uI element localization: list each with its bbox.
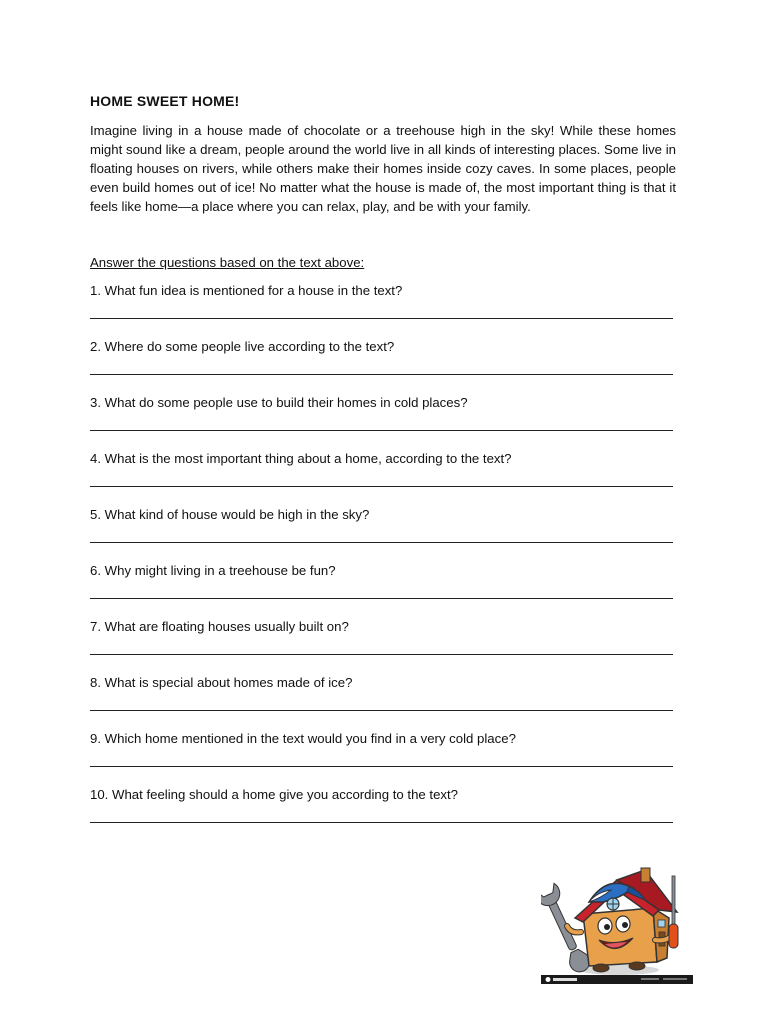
question-item: [90, 280, 676, 336]
question-item: [90, 504, 676, 560]
question-item: [90, 728, 676, 784]
answer-line[interactable]: [90, 822, 673, 823]
question-item: [90, 336, 676, 392]
question-text: 1. What fun idea is mentioned for a house in the text?: [90, 283, 403, 298]
answer-line[interactable]: [90, 318, 673, 319]
question-item: [90, 616, 676, 672]
answer-line[interactable]: [90, 430, 673, 431]
answer-line[interactable]: [90, 710, 673, 711]
reading-passage: Imagine living in a house made of chocolate or a treehouse high in the sky! While these homes might sound like a dream, people around the world live in all kinds of interesting places. Some live in floating houses on rivers, while others make their homes inside cozy caves. In some places, people even build homes out of ice! No matter what the house is made of, the most important thing is that it feels like home—a place where you can relax, play, and be with your family.: [90, 123, 676, 214]
question-text: 5. What kind of house would be high in the sky?: [90, 507, 370, 522]
question-item: [90, 560, 676, 616]
question-text: 4. What is the most important thing about a home, according to the text?: [90, 451, 512, 466]
answer-line[interactable]: [90, 542, 673, 543]
question-text: 8. What is special about homes made of ice?: [90, 675, 353, 690]
question-item: [90, 784, 676, 840]
question-text: 7. What are floating houses usually built on?: [90, 619, 349, 634]
question-item: [90, 392, 676, 448]
question-text: 6. Why might living in a treehouse be fun?: [90, 563, 336, 578]
worksheet: [90, 92, 676, 840]
question-item: [90, 448, 676, 504]
question-item: [90, 672, 676, 728]
answer-line[interactable]: [90, 598, 673, 599]
answer-line[interactable]: [90, 766, 673, 767]
question-text: 9. Which home mentioned in the text would you find in a very cold place?: [90, 731, 516, 746]
question-text: 2. Where do some people live according to the text?: [90, 339, 395, 354]
question-text: 10. What feeling should a home give you according to the text?: [90, 787, 459, 802]
answer-line[interactable]: [90, 486, 673, 487]
answer-line[interactable]: [90, 654, 673, 655]
answer-line[interactable]: [90, 374, 673, 375]
question-text: 3. What do some people use to build their homes in cold places?: [90, 395, 468, 410]
instructions-heading: Answer the questions based on the text above:: [90, 255, 365, 270]
question-list: [90, 280, 676, 840]
cartoon-house-mascot-icon: [541, 862, 693, 984]
worksheet-title: HOME SWEET HOME!: [90, 93, 240, 109]
